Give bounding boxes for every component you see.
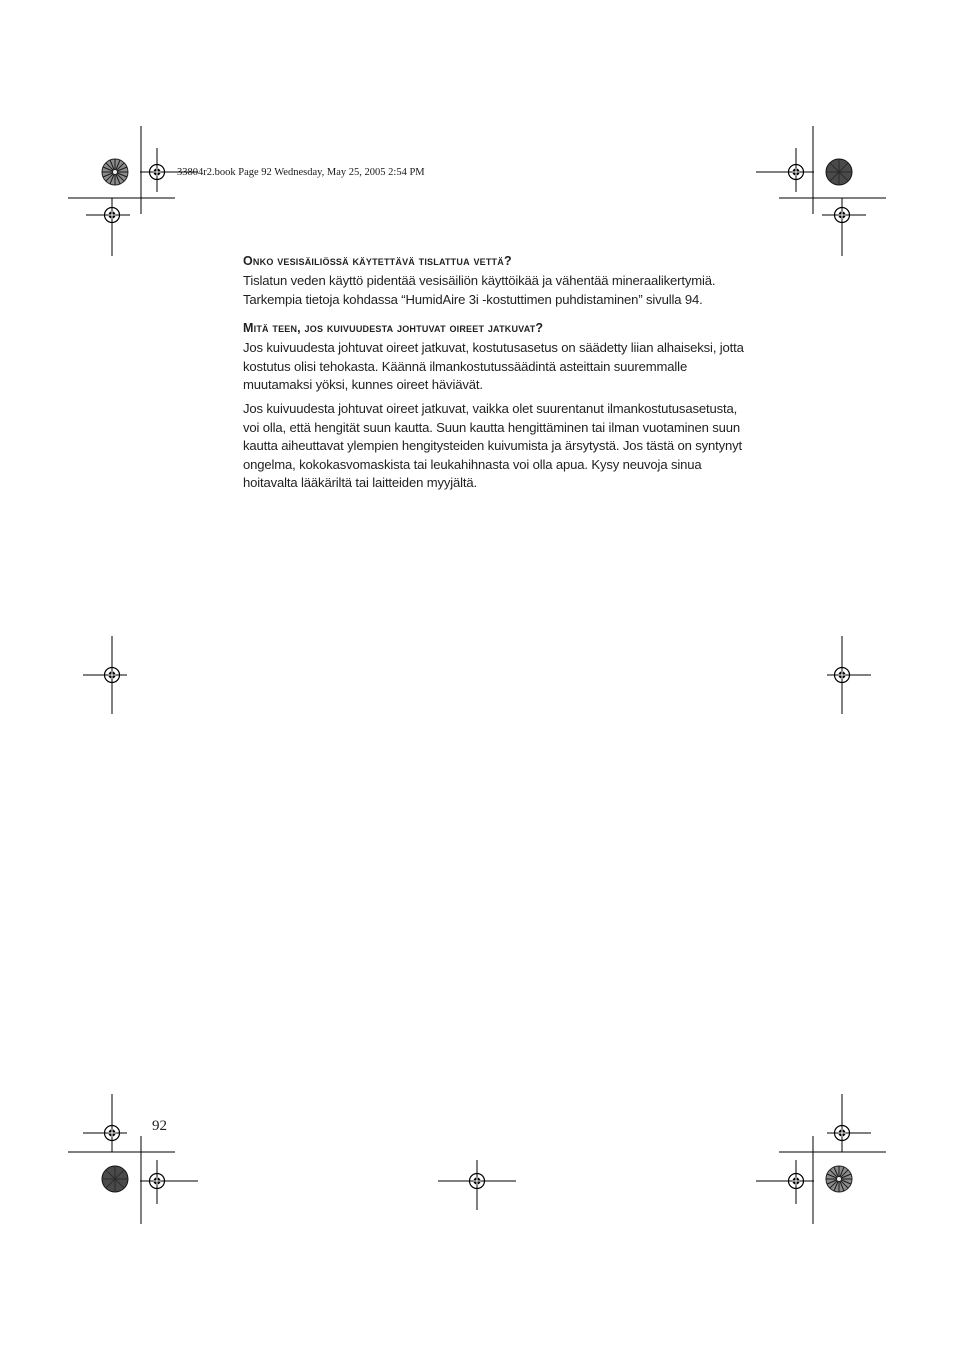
left-middle-registration-mark <box>83 636 127 714</box>
section-heading: Onko vesisäiliössä käytettävä tislattua vettä? <box>243 254 512 268</box>
left-lower-registration-mark <box>83 1094 127 1152</box>
body-paragraph: Jos kuivuudesta johtuvat oireet jatkuvat, kostutusasetus on säädetty liian alhaiseksi, jotta kostutus olisi tehokasta. Käännä ilmankostutussäädintä asteittain suuremmalle muutamaksi yöksi, kunnes oireet häviävät. <box>243 340 744 393</box>
print-slug-header: 33804r2.book Page 92 Wednesday, May 25, 2005 2:54 PM <box>177 167 425 178</box>
bottom-center-registration-mark <box>438 1160 516 1210</box>
page-content <box>243 252 753 493</box>
right-lower-registration-mark <box>827 1094 871 1152</box>
starburst-icon <box>826 159 852 185</box>
starburst-icon <box>102 159 128 185</box>
starburst-icon <box>826 1166 852 1192</box>
bottom-left-registration-mark <box>140 1160 198 1204</box>
bottom-right-registration-mark <box>756 1160 814 1204</box>
right-upper-registration-mark <box>822 198 866 256</box>
starburst-icon <box>102 1166 128 1192</box>
body-paragraph: Tislatun veden käyttö pidentää vesisäiliön käyttöikää ja vähentää mineraalikertymiä. Tarkempia tietoja kohdassa “HumidAire 3i -kostuttimen puhdistaminen” sivulla 94. <box>243 273 716 307</box>
left-upper-registration-mark <box>86 198 130 256</box>
page-number: 92 <box>152 1118 167 1134</box>
right-middle-registration-mark <box>827 636 871 714</box>
section-heading: Mitä teen, jos kuivuudesta johtuvat oireet jatkuvat? <box>243 321 544 336</box>
body-paragraph: Jos kuivuudesta johtuvat oireet jatkuvat, vaikka olet suurentanut ilmankostutusasetusta, voi olla, että hengität suun kautta. Suun kautta hengittäminen tai ilman vuotaminen suun kautta aiheuttavat ylempien hengitysteiden kuivumista ja ärsytystä. Jos tästä on syntynyt ongelma, kokokasvomaskista tai leukahihnasta voi olla apua. Kysy neuvoja sinua hoitavalta lääkäriltä tai laitteiden myyjältä. <box>243 400 743 491</box>
top-right-registration-mark <box>756 148 814 192</box>
